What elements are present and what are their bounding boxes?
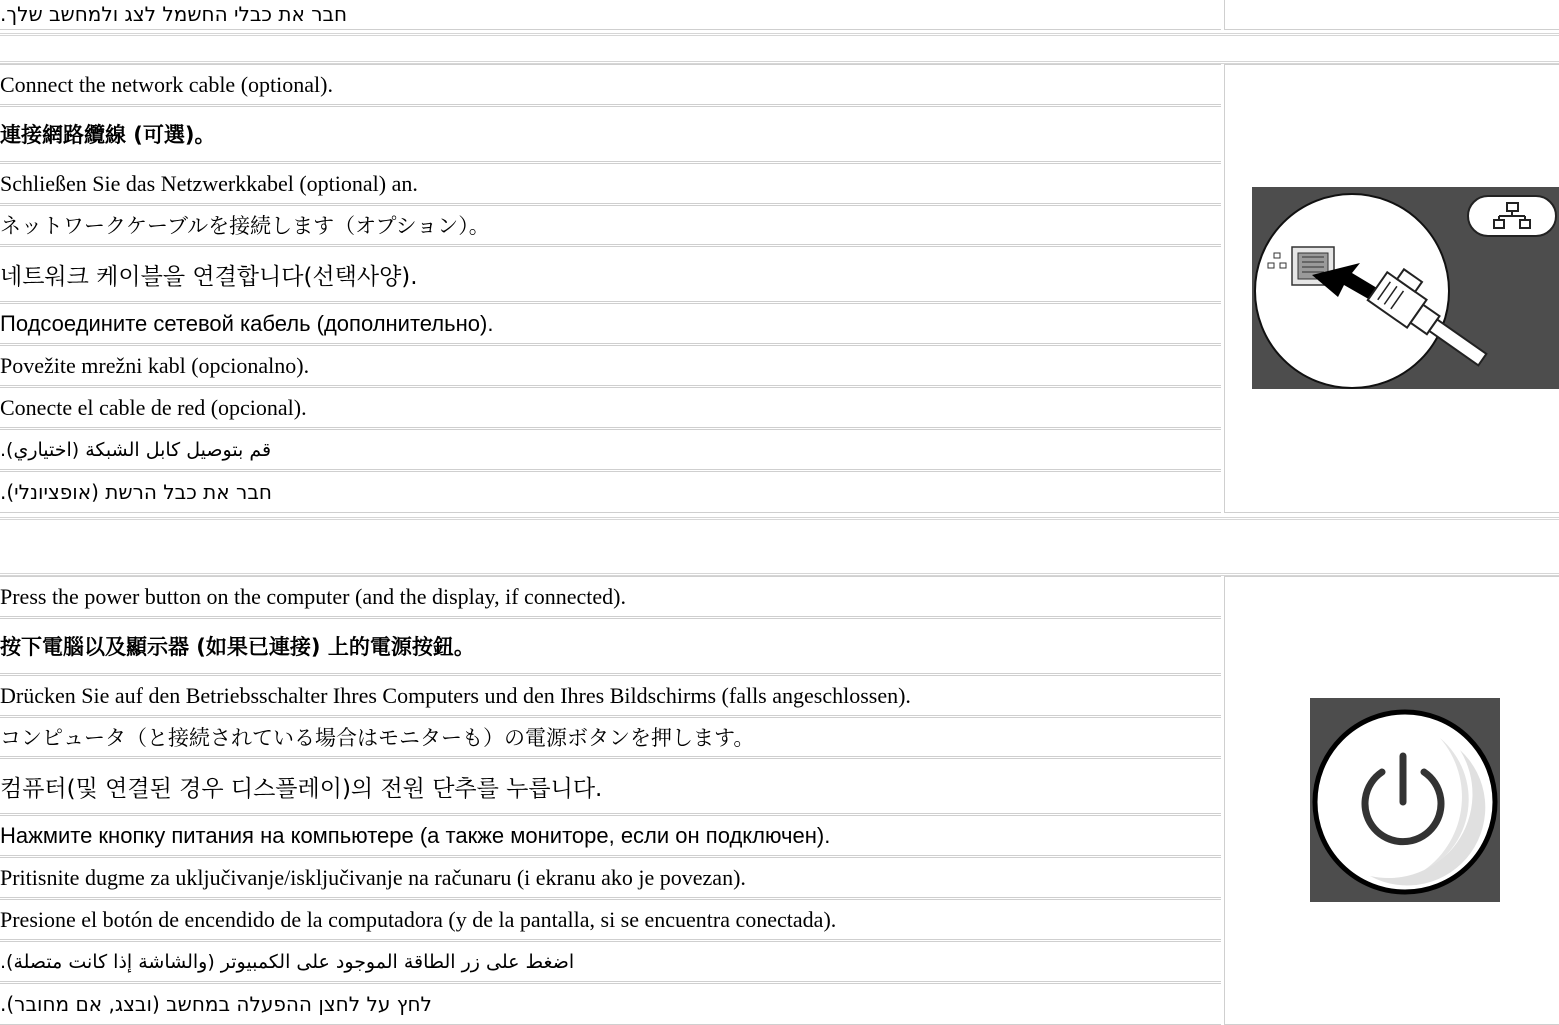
instruction-he: לחץ על לחצן ההפעלה במחשב (ובצג, אם מחובר). [0,983,1221,1025]
top-block [0,0,1559,31]
instruction-sr: Pritisnite dugme za uključivanje/isključivanje na računaru (i ekranu ako je povezan). [0,857,1221,898]
power-button-illustration [1310,698,1500,902]
instruction-ar: اضغط على زر الطاقة الموجود على الكمبيوتر (والشاشة إذا كانت متصلة). [0,941,1221,982]
instruction-de: Drücken Sie auf den Betriebsschalter Ihres Computers und den Ihres Bildschirms (falls angeschlossen). [0,675,1221,716]
instruction-en: Connect the network cable (optional). [0,64,1221,105]
instruction-zh-tw: 按下電腦以及顯示器 (如果已連接) 上的電源按鈕。 [0,618,1221,674]
instruction-ko: 네트워크 케이블을 연결합니다(선택사양). [0,246,1221,302]
instruction-ar: قم بتوصيل كابل الشبكة (اختياري). [0,429,1221,470]
top-image-cell [1224,0,1559,30]
section-divider [0,33,1559,36]
instruction-he-power-cables: חבר את כבלי החשמל לצג ולמחשב שלך. [0,0,1221,30]
instruction-es: Conecte el cable de red (opcional). [0,387,1221,428]
network-step [0,64,1559,514]
instruction-de: Schließen Sie das Netzwerkkabel (optional) an. [0,163,1221,204]
network-cable-illustration [1252,187,1559,389]
network-image-cell [1224,64,1559,513]
instruction-sr: Povežite mrežni kabl (opcionalno). [0,345,1221,386]
network-icon [1468,196,1556,236]
instruction-en: Press the power button on the computer (and the display, if connected). [0,576,1221,617]
section-divider [0,517,1559,520]
instruction-he: חבר את כבל הרשת (אופציונלי). [0,471,1221,513]
instruction-ja: ネットワークケーブルを接続します（オプション）。 [0,205,1221,245]
instruction-ja: コンピュータ（と接続されている場合はモニターも）の電源ボタンを押します。 [0,717,1221,757]
power-step [0,576,1559,1017]
instruction-ru: Нажмите кнопку питания на компьютере (а также мониторе, если он подключен). [0,815,1221,856]
instruction-zh-tw: 連接網路纜線 (可選)。 [0,106,1221,162]
instruction-ko: 컴퓨터(및 연결된 경우 디스플레이)의 전원 단추를 누릅니다. [0,758,1221,814]
instruction-ru: Подсоедините сетевой кабель (дополнительно). [0,303,1221,344]
power-image-cell [1224,576,1559,1025]
instruction-es: Presione el botón de encendido de la computadora (y de la pantalla, si se encuentra conectada). [0,899,1221,940]
power-button-icon [1315,712,1495,892]
